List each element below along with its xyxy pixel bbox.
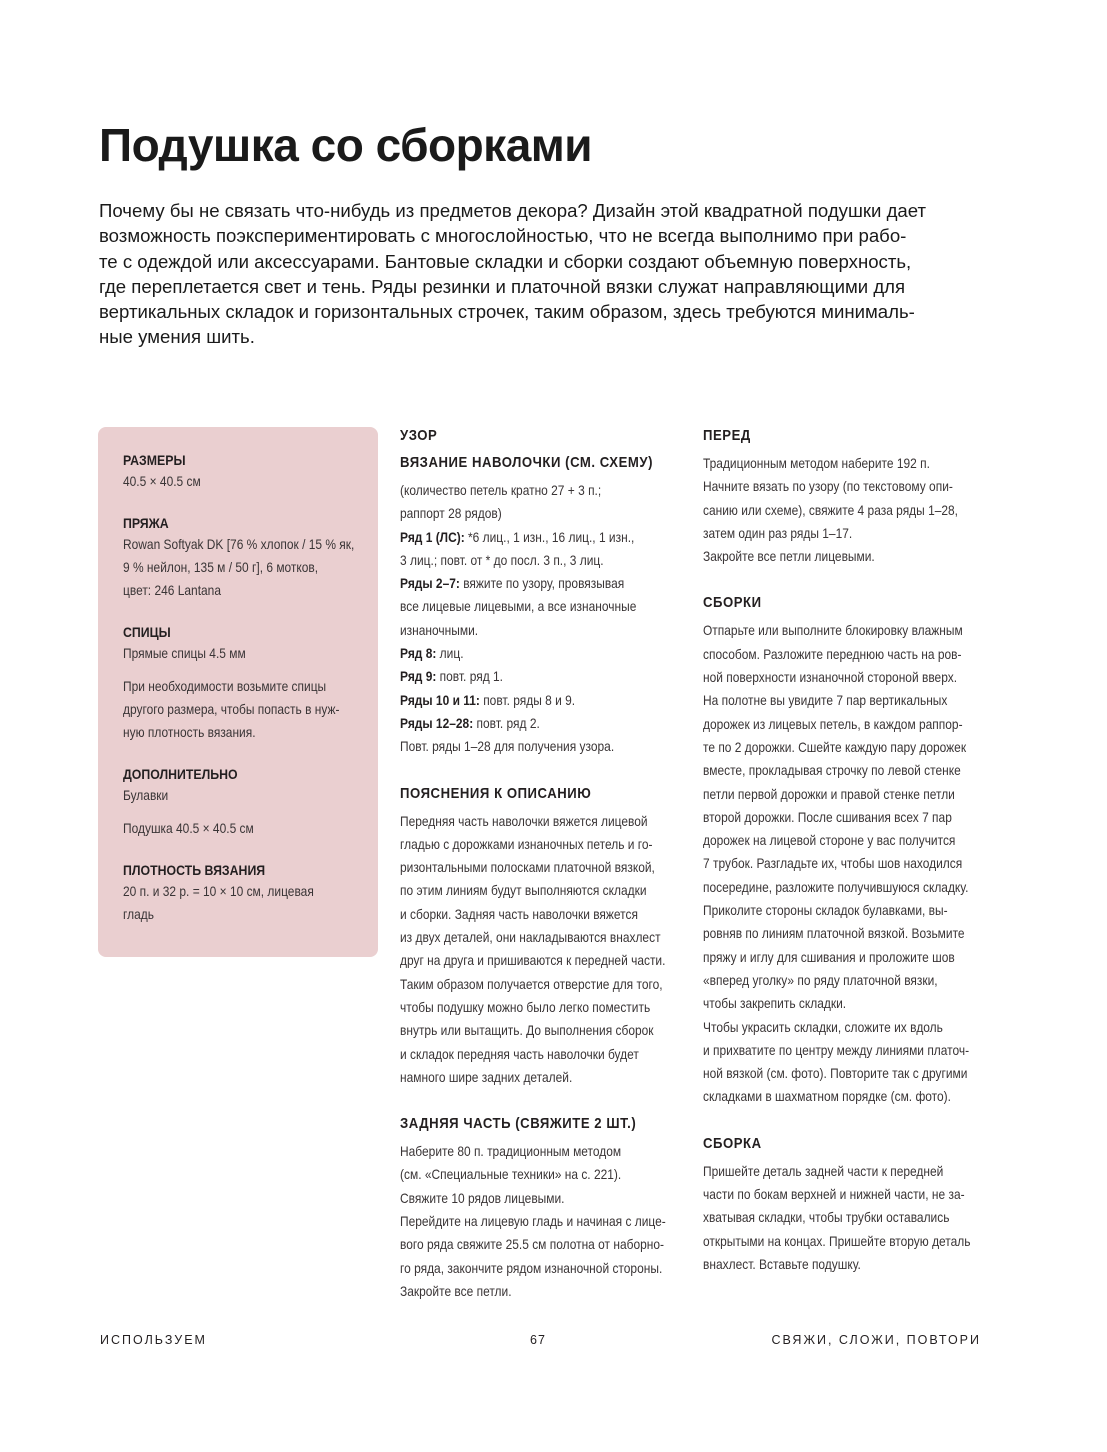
row-label: Ряд 1 (ЛС):	[400, 529, 465, 545]
text-line: Закройте все петли лицевыми.	[703, 549, 875, 565]
page-title: Подушка со сборками	[99, 119, 593, 171]
back-text	[400, 1140, 699, 1303]
text-line: Отпарьте или выполните блокировку влажным	[703, 623, 963, 639]
text-line: Пришейте деталь задней части к передней	[703, 1163, 944, 1179]
text-line: Rowan Softyak DK [76 % хлопок / 15 % як,	[123, 537, 355, 552]
text-line: Прямые спицы 4.5 мм	[123, 646, 246, 661]
row-9-line	[400, 665, 699, 688]
text-line: Перейдите на лицевую гладь и начиная с лице-	[400, 1214, 666, 1230]
case-heading: ВЯЗАНИЕ НАВОЛОЧКИ (СМ. СХЕМУ)	[400, 455, 654, 471]
row-10-line	[400, 689, 699, 712]
materials-sidebar	[98, 427, 378, 957]
notes-text	[400, 810, 699, 1090]
text-line: гладь	[123, 907, 154, 922]
pattern-heading: УЗОР	[400, 428, 438, 444]
text-line: по этим линиям будут выполняются складки	[400, 883, 647, 899]
text-line: второй дорожки. После сшивания всех 7 пар	[703, 809, 952, 825]
intro-line: Почему бы не связать что-нибудь из предметов декора? Дизайн этой квадратной подушки дает	[99, 200, 927, 221]
text-line: Начните вязать по узору (по текстовому опи-	[703, 479, 953, 495]
text-line: изнаночными.	[400, 622, 479, 638]
row-label: Ряды 10 и 11:	[400, 692, 480, 708]
text-line: петли первой дорожки и правой стенке петли	[703, 786, 955, 802]
text-line: чтобы подушку можно было легко поместить	[400, 999, 651, 1015]
text-line: вместе, прокладывая строчку по левой стенке	[703, 763, 961, 779]
sizes-text	[123, 470, 369, 493]
text-line: 20 п. и 32 р. = 10 × 10 см, лицевая	[123, 884, 314, 899]
gauge-text	[123, 880, 369, 926]
footer-section-label: ИСПОЛЬЗУЕМ	[100, 1333, 207, 1347]
text-line: открытыми на концах. Пришейте вторую деталь	[703, 1233, 971, 1249]
text-line: «вперед уголку» по ряду платочной вязки,	[703, 972, 938, 988]
text-line: На полотне вы увидите 7 пар вертикальных	[703, 693, 948, 709]
assembly-heading: СБОРКА	[703, 1135, 762, 1152]
footer-book-title: СВЯЖИ, СЛОЖИ, ПОВТОРИ	[771, 1333, 981, 1347]
text-line: намного шире задних деталей.	[400, 1069, 573, 1085]
row-label: Ряд 8:	[400, 646, 437, 662]
text-line: внутрь или вытащить. До выполнения сборок	[400, 1023, 654, 1039]
text-line: хватывая складки, чтобы трубки оставались	[703, 1210, 950, 1226]
text-line: (см. «Специальные техники» на с. 221).	[400, 1167, 622, 1183]
text-line: все лицевые лицевыми, а все изнаночные	[400, 599, 637, 615]
text-line: Подушка 40.5 × 40.5 см	[123, 821, 254, 836]
row-label: Ряды 2–7:	[400, 576, 460, 592]
text-line: и прихватите по центру между линиями платоч-	[703, 1042, 970, 1058]
text-line: Закройте все петли.	[400, 1283, 512, 1299]
row-label: Ряд 9:	[400, 669, 437, 685]
assembly-text	[703, 1160, 1002, 1276]
extra-text-2	[123, 817, 369, 840]
text-line: Булавки	[123, 788, 169, 803]
text-line: и сборки. Задняя часть наволочки вяжется	[400, 906, 638, 922]
text-line: части по бокам верхней и нижней части, не за-	[703, 1187, 965, 1203]
row-text: повт. ряд 1.	[436, 669, 503, 685]
intro-line: возможность поэкспериментировать с многослойностью, что не всегда выполнимо при рабо-	[99, 225, 907, 247]
intro-paragraph	[99, 198, 989, 350]
text-line: дорожек на лицевой стороне у вас получится	[703, 833, 956, 849]
text-line: Повт. ряды 1–28 для получения узора.	[400, 739, 615, 755]
intro-line: те с одеждой или аксессуарами. Бантовые складки и сборки создают объемную поверхность,	[99, 250, 912, 272]
text-line: складками в шахматном порядке (см. фото).	[703, 1089, 951, 1105]
yarn-heading: ПРЯЖА	[123, 515, 169, 531]
text-line: гладью с дорожками изнаночных петель и го-	[400, 836, 653, 852]
text-line: ную плотность вязания.	[123, 725, 256, 740]
text-line: дорожек из лицевых петель, в каждом раппор-	[703, 716, 963, 732]
text-line: затем один раз ряды 1–17.	[703, 525, 853, 541]
text-line: раппорт 28 рядов)	[400, 506, 502, 522]
pattern-column	[400, 425, 700, 1303]
front-text	[703, 452, 1002, 568]
text-line: Чтобы украсить складки, сложите их вдоль	[703, 1019, 943, 1035]
text-line: (количество петель кратно 27 + 3 п.;	[400, 483, 602, 498]
row-text: лиц.	[436, 646, 464, 662]
yarn-text	[123, 533, 369, 602]
page-number: 67	[530, 1333, 546, 1347]
text-line: 9 % нейлон, 135 м / 50 г], 6 мотков,	[123, 560, 319, 575]
text-line: го ряда, закончите рядом изнаночной стороны.	[400, 1260, 663, 1276]
text-line: цвет: 246 Lantana	[123, 583, 221, 598]
intro-line: ные умения шить.	[99, 326, 255, 348]
text-line: чтобы закрепить складки.	[703, 996, 847, 1012]
row-text: повт. ряд 2.	[473, 715, 540, 731]
text-line: Наберите 80 п. традиционным методом	[400, 1144, 622, 1160]
text-line: те по 2 дорожки. Сшейте каждую пару дорожек	[703, 739, 967, 755]
extra-text	[123, 784, 369, 807]
text-line: ной поверхности изнаночной стороной вверх.	[703, 670, 958, 686]
text-line: Свяжите 10 рядов лицевыми.	[400, 1190, 565, 1206]
needles-note	[123, 675, 369, 744]
row-8-line	[400, 642, 699, 665]
text-line: способом. Разложите переднюю часть на ров-	[703, 646, 962, 662]
row-2-line	[400, 572, 699, 595]
pattern-instructions	[400, 479, 699, 759]
extra-heading: ДОПОЛНИТЕЛЬНО	[123, 766, 238, 782]
text-line: санию или схеме), свяжите 4 раза ряды 1–28,	[703, 502, 959, 518]
text-line: и складок передняя часть наволочки будет	[400, 1046, 639, 1062]
notes-heading: ПОЯСНЕНИЯ К ОПИСАНИЮ	[400, 785, 592, 802]
row-1-line	[400, 526, 699, 549]
gathers-text	[703, 619, 1002, 1108]
needles-text	[123, 642, 369, 665]
row-text: повт. ряды 8 и 9.	[479, 692, 576, 708]
text-line: внахлест. Вставьте подушку.	[703, 1256, 861, 1272]
text-line: друг на друга и пришиваются к передней части.	[400, 953, 666, 969]
needles-heading: СПИЦЫ	[123, 624, 171, 640]
row-text: вяжите по узору, провязывая	[459, 576, 625, 592]
text-line: ной вязкой (см. фото). Повторите так с другими	[703, 1066, 968, 1082]
back-heading: ЗАДНЯЯ ЧАСТЬ (СВЯЖИТЕ 2 ШТ.)	[400, 1116, 637, 1133]
front-heading: ПЕРЕД	[703, 428, 751, 444]
text-line: Передняя часть наволочки вяжется лицевой	[400, 813, 648, 829]
text-line: из двух деталей, они накладываются внахлест	[400, 930, 661, 946]
text-line: 7 трубок. Разгладьте их, чтобы шов находился	[703, 856, 963, 872]
instructions-column	[703, 425, 1003, 1276]
text-line: Таким образом получается отверстие для того,	[400, 976, 663, 992]
row-12-line	[400, 712, 699, 735]
text-line: другого размера, чтобы попасть в нуж-	[123, 702, 340, 717]
row-label: Ряды 12–28:	[400, 715, 474, 731]
row-text: *6 лиц., 1 изн., 16 лиц., 1 изн.,	[464, 529, 635, 545]
text-line: пряжу и иглу для сшивания и проложите шов	[703, 949, 955, 965]
text-line: 40.5 × 40.5 см	[123, 474, 201, 489]
intro-line: где переплетается свет и тень. Ряды резинки и платочной вязки служат направляющими для	[99, 275, 906, 297]
text-line: посередине, разложите получившуюся складку.	[703, 879, 969, 895]
sizes-heading: РАЗМЕРЫ	[123, 452, 186, 468]
text-line: Приколите стороны складок булавками, вы-	[703, 903, 948, 919]
text-line: ровняв по линиям платочной вязкой. Возьмите	[703, 926, 965, 942]
gathers-heading: СБОРКИ	[703, 595, 762, 612]
text-line: вого ряда свяжите 25.5 см полотна от наборно-	[400, 1237, 665, 1253]
text-line: 3 лиц.; повт. от * до посл. 3 п., 3 лиц.	[400, 552, 604, 568]
gauge-heading: ПЛОТНОСТЬ ВЯЗАНИЯ	[123, 862, 266, 878]
text-line: ризонтальными полосками платочной вязкой,	[400, 860, 655, 876]
text-line: При необходимости возьмите спицы	[123, 679, 327, 694]
text-line: Традиционным методом наберите 192 п.	[703, 456, 930, 471]
intro-line: вертикальных складок и горизонтальных строчек, таким образом, здесь требуются минималь-	[99, 301, 915, 323]
